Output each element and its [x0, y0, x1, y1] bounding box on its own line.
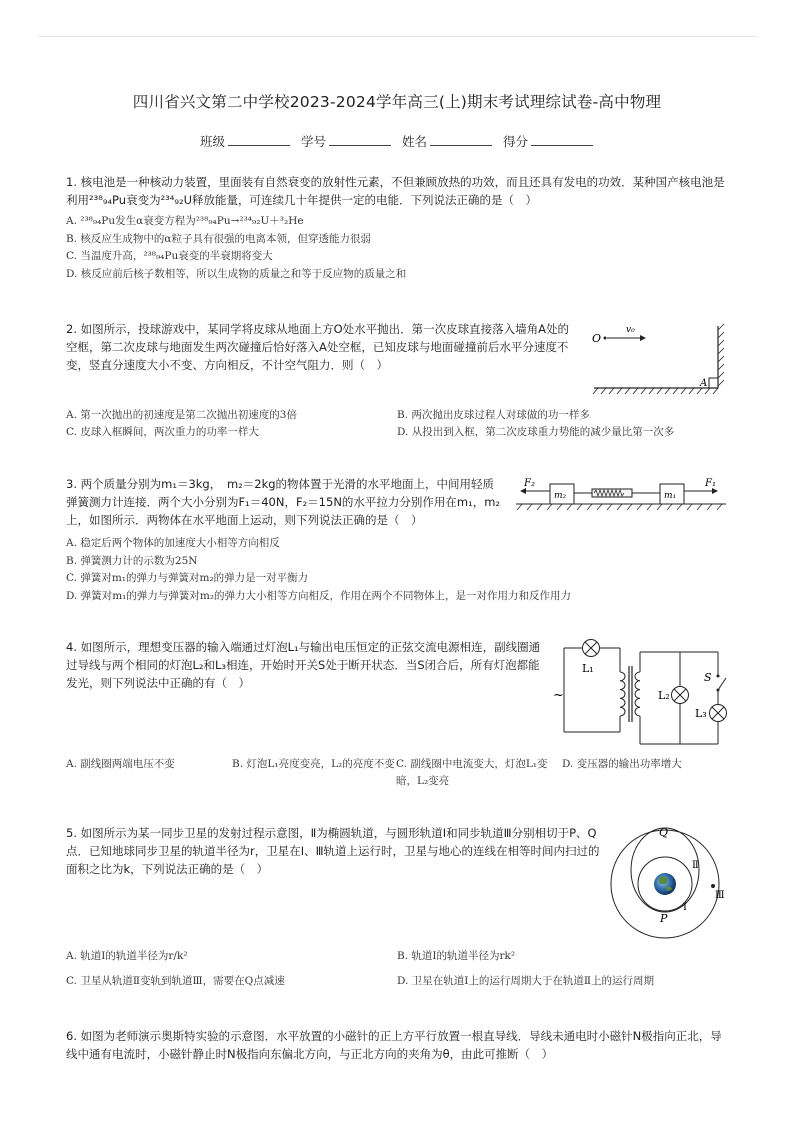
question-4-stem: 4. 如图所示，理想变压器的输入端通过灯泡L₁与输出电压恒定的正弦交流电源相连，副线圈通过导线与两个相同的灯泡L₂和L₃相连，开始时开关S处于断开状态．当S闭合后，所有灯泡都能发光，则下列说法中正确的有（ ）: [66, 640, 541, 690]
question-2-stem: 2. 如图所示，投球游戏中，某同学将皮球从地面上方O处水平抛出．第一次皮球直接落入墙角A处的空框，第二次皮球与地面发生两次碰撞后恰好落入A处空框，已知皮球与地面碰撞前后水平分速度不变，竖直分速度大小不变、方向相反，不计空气阻力．则（ ）: [66, 322, 570, 372]
question-3-option-a[interactable]: A. 稳定后两个物体的加速度大小相等方向相反: [66, 537, 280, 549]
question-5: [66, 824, 604, 878]
question-2-option-a[interactable]: A. 第一次抛出的初速度是第二次抛出初速度的3倍: [66, 409, 297, 421]
velocity-arrowhead: [640, 335, 646, 341]
name-label: 姓名: [401, 134, 427, 149]
question-2-option-d[interactable]: D. 从投出到入框，第二次皮球重力势能的减少量比第一次多: [397, 426, 675, 438]
point-a-label: A: [700, 378, 708, 389]
question-3-options: [66, 535, 730, 605]
question-2: [66, 320, 578, 374]
lamp-l1: [583, 640, 600, 657]
question-4-option-b[interactable]: B. 灯泡L₁亮度变亮，L₂的亮度不变: [232, 758, 395, 770]
point-o-label: O: [592, 332, 602, 345]
launch-point: [604, 337, 607, 340]
satellite-orbit-figure: [604, 820, 734, 940]
class-label: 班级: [199, 134, 225, 149]
lamp-l3: [710, 705, 727, 722]
mass-m2-label: m₂: [554, 491, 567, 501]
orbit-ii: [631, 828, 699, 912]
question-1-option-c[interactable]: C. 当温度升高，²³⁸₉₄Pu衰变的半衰期将变大: [66, 250, 273, 262]
force-f2-label: F₂: [524, 478, 535, 489]
question-5-option-b[interactable]: B. 轨道Ⅰ的轨道半径为rk²: [397, 950, 516, 962]
basket: [709, 378, 718, 388]
question-1-stem: 1. 核电池是一种核动力装置，里面装有自然衰变的放射性元素，不但兼顾放热的功效，而且还具有发电的功效．某种国产核电池是利用²³⁸₉₄Pu衰变为²³⁴₉₂U释放能量，可连续几十年提供一定的电能．下列说法正确的是（ ）: [66, 175, 725, 207]
ac-source-symbol: ~: [553, 688, 564, 703]
question-6: [66, 1027, 730, 1063]
question-5-option-d[interactable]: D. 卫星在轨道Ⅰ上的运行周期大于在轨道Ⅱ上的运行周期: [397, 975, 655, 987]
lamp-l3-label: L₃: [695, 707, 707, 720]
force-f1-label: F₁: [705, 478, 716, 489]
secondary-coil: [635, 672, 640, 716]
projectile-figure: [588, 320, 738, 400]
velocity-label: v₀: [626, 325, 635, 335]
question-3-option-c[interactable]: C. 弹簧对m₁的弹力与弹簧对m₂的弹力是一对平衡力: [66, 572, 309, 584]
question-5-option-c[interactable]: C. 卫星从轨道Ⅱ变轨到轨道Ⅲ，需要在Q点减速: [66, 975, 285, 987]
question-2-options: [66, 407, 730, 441]
question-4-option-a[interactable]: A. 副线圈两端电压不变: [66, 758, 175, 770]
score-label: 得分: [502, 134, 528, 149]
surface-hatching: [517, 504, 722, 510]
orbit-i-label: Ⅰ: [683, 902, 687, 913]
question-5-stem: 5. 如图所示为某一同步卫星的发射过程示意图，Ⅱ为椭圆轨道，与圆形轨道Ⅰ和同步轨道Ⅲ分别相切于P、Q点．已知地球同步卫星的轨道半径为r，卫星在Ⅰ、Ⅲ轨道上运行时，卫星与地心的连线在相等时间内扫过的面积之比为k，下列说法正确的是（ ）: [66, 826, 600, 876]
question-3-option-d[interactable]: D. 弹簧对m₁的弹力与弹簧对m₂的弹力大小相等方向相反，作用在两个不同物体上，是一对作用力和反作用力: [66, 589, 572, 602]
question-4-options: [66, 756, 730, 790]
question-4-option-c[interactable]: C. 副线圈中电流变大，灯泡L₁变暗，L₂变亮: [396, 758, 548, 787]
mass-m1-label: m₁: [664, 491, 677, 501]
question-3-stem: 3. 两个质量分别为m₁＝3kg， m₂＝2kg的物体置于光滑的水平地面上，中间用轻质弹簧测力计连接．两个大小分别为F₁＝40N，F₂＝15N的水平拉力分别作用在m₁，m₂上，如图所示．两物体在水平地面上运动，则下列说法正确的是（ ）: [66, 477, 501, 527]
question-1-option-a[interactable]: A. ²³⁸₉₄Pu发生α衰变方程为²³⁸₉₄Pu→²³⁴₉₂U＋³₂He: [66, 215, 304, 227]
question-5-option-a[interactable]: A. 轨道Ⅰ的轨道半径为r/k²: [66, 950, 188, 962]
question-4-option-d[interactable]: D. 变压器的输出功率增大: [562, 758, 682, 770]
lamp-l1-label: L₁: [582, 662, 594, 675]
primary-coil: [620, 672, 625, 716]
wall-hatching: [718, 324, 724, 386]
point-p-label: P: [660, 912, 668, 925]
lamp-l2: [672, 687, 689, 704]
question-6-stem: 6. 如图为老师演示奥斯特实验的示意图．水平放置的小磁针的正上方平行放置一根直导线．导线未通电时小磁针N极指向正北，导线中通有电流时，小磁针静止时N极指向东偏北方向，与正北方向的夹角为θ，由此可推断（ ）: [66, 1029, 722, 1061]
switch-s[interactable]: [717, 675, 727, 692]
question-3: [66, 475, 502, 529]
satellite-dot: [711, 884, 715, 888]
question-2-option-b[interactable]: B. 两次抛出皮球过程人对球做的功一样多: [397, 409, 590, 421]
top-divider: [38, 36, 756, 37]
question-1-option-d[interactable]: D. 核反应前后核子数相等，所以生成物的质量之和等于反应物的质量之和: [66, 267, 407, 280]
id-blank[interactable]: [329, 135, 391, 146]
exam-title: 四川省兴文第二中学校2023-2024学年高三(上)期末考试理综试卷-高中物理: [132, 93, 662, 111]
class-blank[interactable]: [228, 135, 290, 146]
question-3-option-b[interactable]: B. 弹簧测力计的示数为25N: [66, 554, 198, 567]
score-blank[interactable]: [531, 135, 593, 146]
orbit-ii-label: Ⅱ: [692, 860, 699, 871]
question-1: [66, 173, 730, 283]
spring-scale-figure: [512, 476, 730, 516]
switch-s-label: S: [704, 671, 712, 684]
question-5-options: [66, 948, 730, 990]
question-1-option-b[interactable]: B. 核反应生成物中的α粒子具有很强的电离本领，但穿透能力很弱: [66, 232, 371, 245]
student-info-line: [0, 132, 794, 150]
question-2-option-c[interactable]: C. 皮球入框瞬间，两次重力的功率一样大: [66, 426, 259, 438]
transformer-circuit-figure: [550, 634, 734, 750]
name-blank[interactable]: [430, 135, 492, 146]
question-4: [66, 638, 542, 692]
id-label: 学号: [300, 134, 326, 149]
orbit-iii-label: Ⅲ: [715, 890, 725, 901]
lamp-l2-label: L₂: [658, 689, 670, 702]
point-q-label: Q: [659, 826, 669, 839]
